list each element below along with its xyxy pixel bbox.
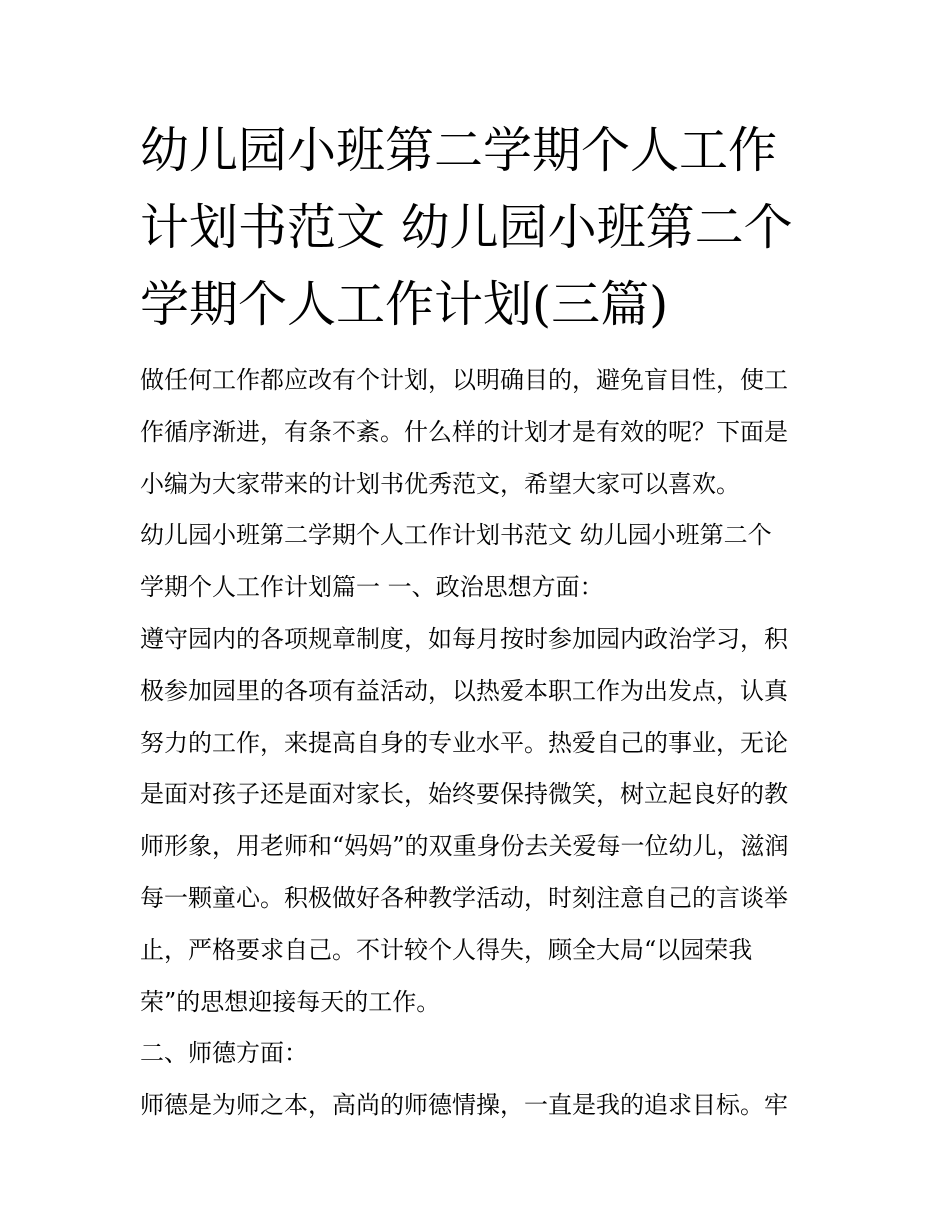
body-line: 幼儿园小班第二学期个人工作计划书范文 幼儿园小班第二个 — [140, 521, 772, 550]
body-line: 学期个人工作计划篇一 一、政治思想方面： — [140, 573, 604, 602]
body-line: 极参加园里的各项有益活动，以热爱本职工作为出发点，认真 — [140, 676, 788, 705]
body-line: 作循序渐进，有条不紊。什么样的计划才是有效的呢？下面是 — [140, 417, 788, 446]
body-line: 荣”的思想迎接每天的工作。 — [140, 987, 441, 1016]
title-line: 学期个人工作计划(三篇) — [140, 276, 669, 333]
body-line: 小编为大家带来的计划书优秀范文，希望大家可以喜欢。 — [140, 469, 740, 498]
body-line: 师德是为师之本，高尚的师德情操，一直是我的追求目标。牢 — [140, 1091, 788, 1120]
title-line: 幼儿园小班第二学期个人工作 — [140, 122, 778, 179]
title-line: 计划书范文 幼儿园小班第二个 — [140, 199, 793, 256]
body-line: 每一颗童心。积极做好各种教学活动，时刻注意自己的言谈举 — [140, 883, 788, 912]
body-line: 做任何工作都应改有个计划，以明确目的，避免盲目性，使工 — [140, 366, 788, 394]
document-title — [140, 112, 815, 343]
document-content — [140, 112, 815, 1132]
body-line: 努力的工作，来提高自身的专业水平。热爱自己的事业，无论 — [140, 728, 788, 757]
body-line: 师形象，用老师和“妈妈”的双重身份去关爱每一位幼儿，滋润 — [140, 832, 789, 861]
document-body — [140, 355, 815, 1132]
body-line: 止，严格要求自己。不计较个人得失，顾全大局“以园荣我 — [140, 935, 753, 964]
body-line: 遵守园内的各项规章制度，如每月按时参加园内政治学习，积 — [140, 624, 788, 653]
section-heading: 二、师德方面： — [140, 1039, 308, 1068]
body-line: 是面对孩子还是面对家长，始终要保持微笑，树立起良好的教 — [140, 780, 788, 809]
